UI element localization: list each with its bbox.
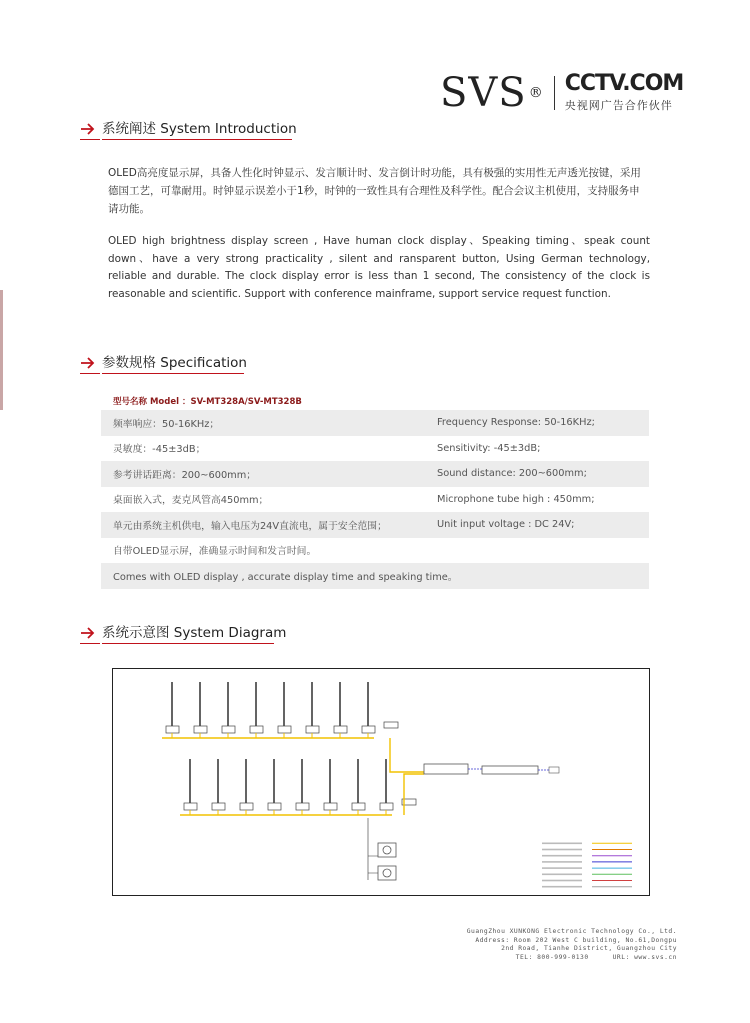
microphone-unit-icon (184, 803, 197, 810)
table-row: 自带OLED显示屏，准确显示时间和发言时间。 (113, 546, 317, 558)
table-row: 桌面嵌入式，麦克风管高450mm； Microphone tube high : 450mm; (113, 493, 595, 507)
section-underline-left (80, 139, 100, 140)
microphone-unit-icon (324, 803, 337, 810)
intro-english: OLED high brightness display screen , Have human clock display、Speaking timing、speak count down、have a very strong practicality , silent and ransparent button, Using German technology, reliable and durable. The clock display error is less than 1 second, The consistency of the clock is reasonable and scientific. Support with conference mainframe, support service request function. (108, 235, 650, 300)
spec-table (101, 410, 649, 589)
brand-logo (440, 69, 684, 116)
section-header-intro (80, 121, 297, 137)
company-address-line2: 2nd Road, Tianhe District, Guangzhou City (501, 945, 677, 953)
section-underline-left (80, 373, 100, 374)
camera-icon (378, 866, 396, 880)
microphone-unit-icon (268, 803, 281, 810)
page-edge-mark (0, 290, 3, 410)
section-header-diagram (80, 625, 286, 641)
microphone-unit-icon (334, 726, 347, 733)
processor-unit-icon (482, 766, 538, 774)
microphone-unit-icon (250, 726, 263, 733)
microphone-unit-icon (380, 803, 393, 810)
section-header-spec (80, 355, 247, 371)
conference-host-icon (424, 764, 468, 774)
amplifier-icon (549, 767, 559, 773)
table-row: 单元由系统主机供电，输入电压为24V直流电，属于安全范围； Unit input voltage : DC 24V; (101, 512, 649, 538)
microphone-unit-icon (362, 726, 375, 733)
microphone-unit-icon (296, 803, 309, 810)
svs-logo: SVS ® (440, 69, 544, 116)
arrow-right-icon (80, 355, 96, 371)
section-underline-left (80, 643, 100, 644)
cctv-subtitle: 央视网广告合作伙伴 (564, 99, 673, 112)
system-diagram (112, 668, 650, 896)
section-underline (102, 139, 292, 140)
model-name: 型号名称 Model ：SV-MT328A/SV-MT328B (113, 397, 302, 407)
arrow-right-icon (80, 121, 96, 137)
microphone-unit-icon (212, 803, 225, 810)
microphone-unit-icon (352, 803, 365, 810)
microphone-unit-icon (240, 803, 253, 810)
camera-icon (378, 843, 396, 857)
arrow-right-icon (80, 625, 96, 641)
table-row: Comes with OLED display , accurate display time and speaking time。 (101, 563, 649, 589)
section-underline (102, 373, 244, 374)
company-name: GuangZhou XUNKONG Electronic Technology Co., Ltd. (466, 928, 677, 935)
cctv-logo (565, 72, 684, 113)
section-title: 系统示意图 System Diagram (102, 625, 287, 641)
table-row: 灵敏度：-45±3dB； Sensitivity: -45±3dB; (113, 442, 541, 456)
company-address: Address: Room 202 West C building, No.61,Dongpu (475, 936, 677, 944)
microphone-unit-icon (194, 726, 207, 733)
table-row: 参考讲话距离：200~600mm； Sound distance: 200~600mm; (101, 461, 649, 487)
microphone-unit-icon (306, 726, 319, 733)
intro-chinese: OLED高亮度显示屏，具备人性化时钟显示、发言顺计时、发言倒计时功能，具有极强的实用性无声透光按键，采用德国工艺，可靠耐用。时钟显示误差小于1秒，时钟的一致性具有合理性及科学性。配合会议主机使用，支持服务申请功能。 (108, 167, 641, 215)
section-title: 系统阐述 System Introduction (102, 121, 297, 137)
logo-divider (554, 76, 555, 110)
company-tel: TEL: 800-999-0130 (515, 953, 589, 961)
table-row: 频率响应：50-16KHz； Frequency Response: 50-16KHz; (101, 410, 649, 436)
microphone-unit-icon (278, 726, 291, 733)
section-title: 参数规格 Specification (102, 355, 247, 371)
section-underline (102, 643, 274, 644)
company-footer (467, 928, 677, 962)
company-url: URL: www.svs.cn (612, 953, 677, 961)
cctv-wordmark: CCTV.COM (564, 71, 684, 96)
microphone-unit-icon (166, 726, 179, 733)
microphone-unit-icon (222, 726, 235, 733)
